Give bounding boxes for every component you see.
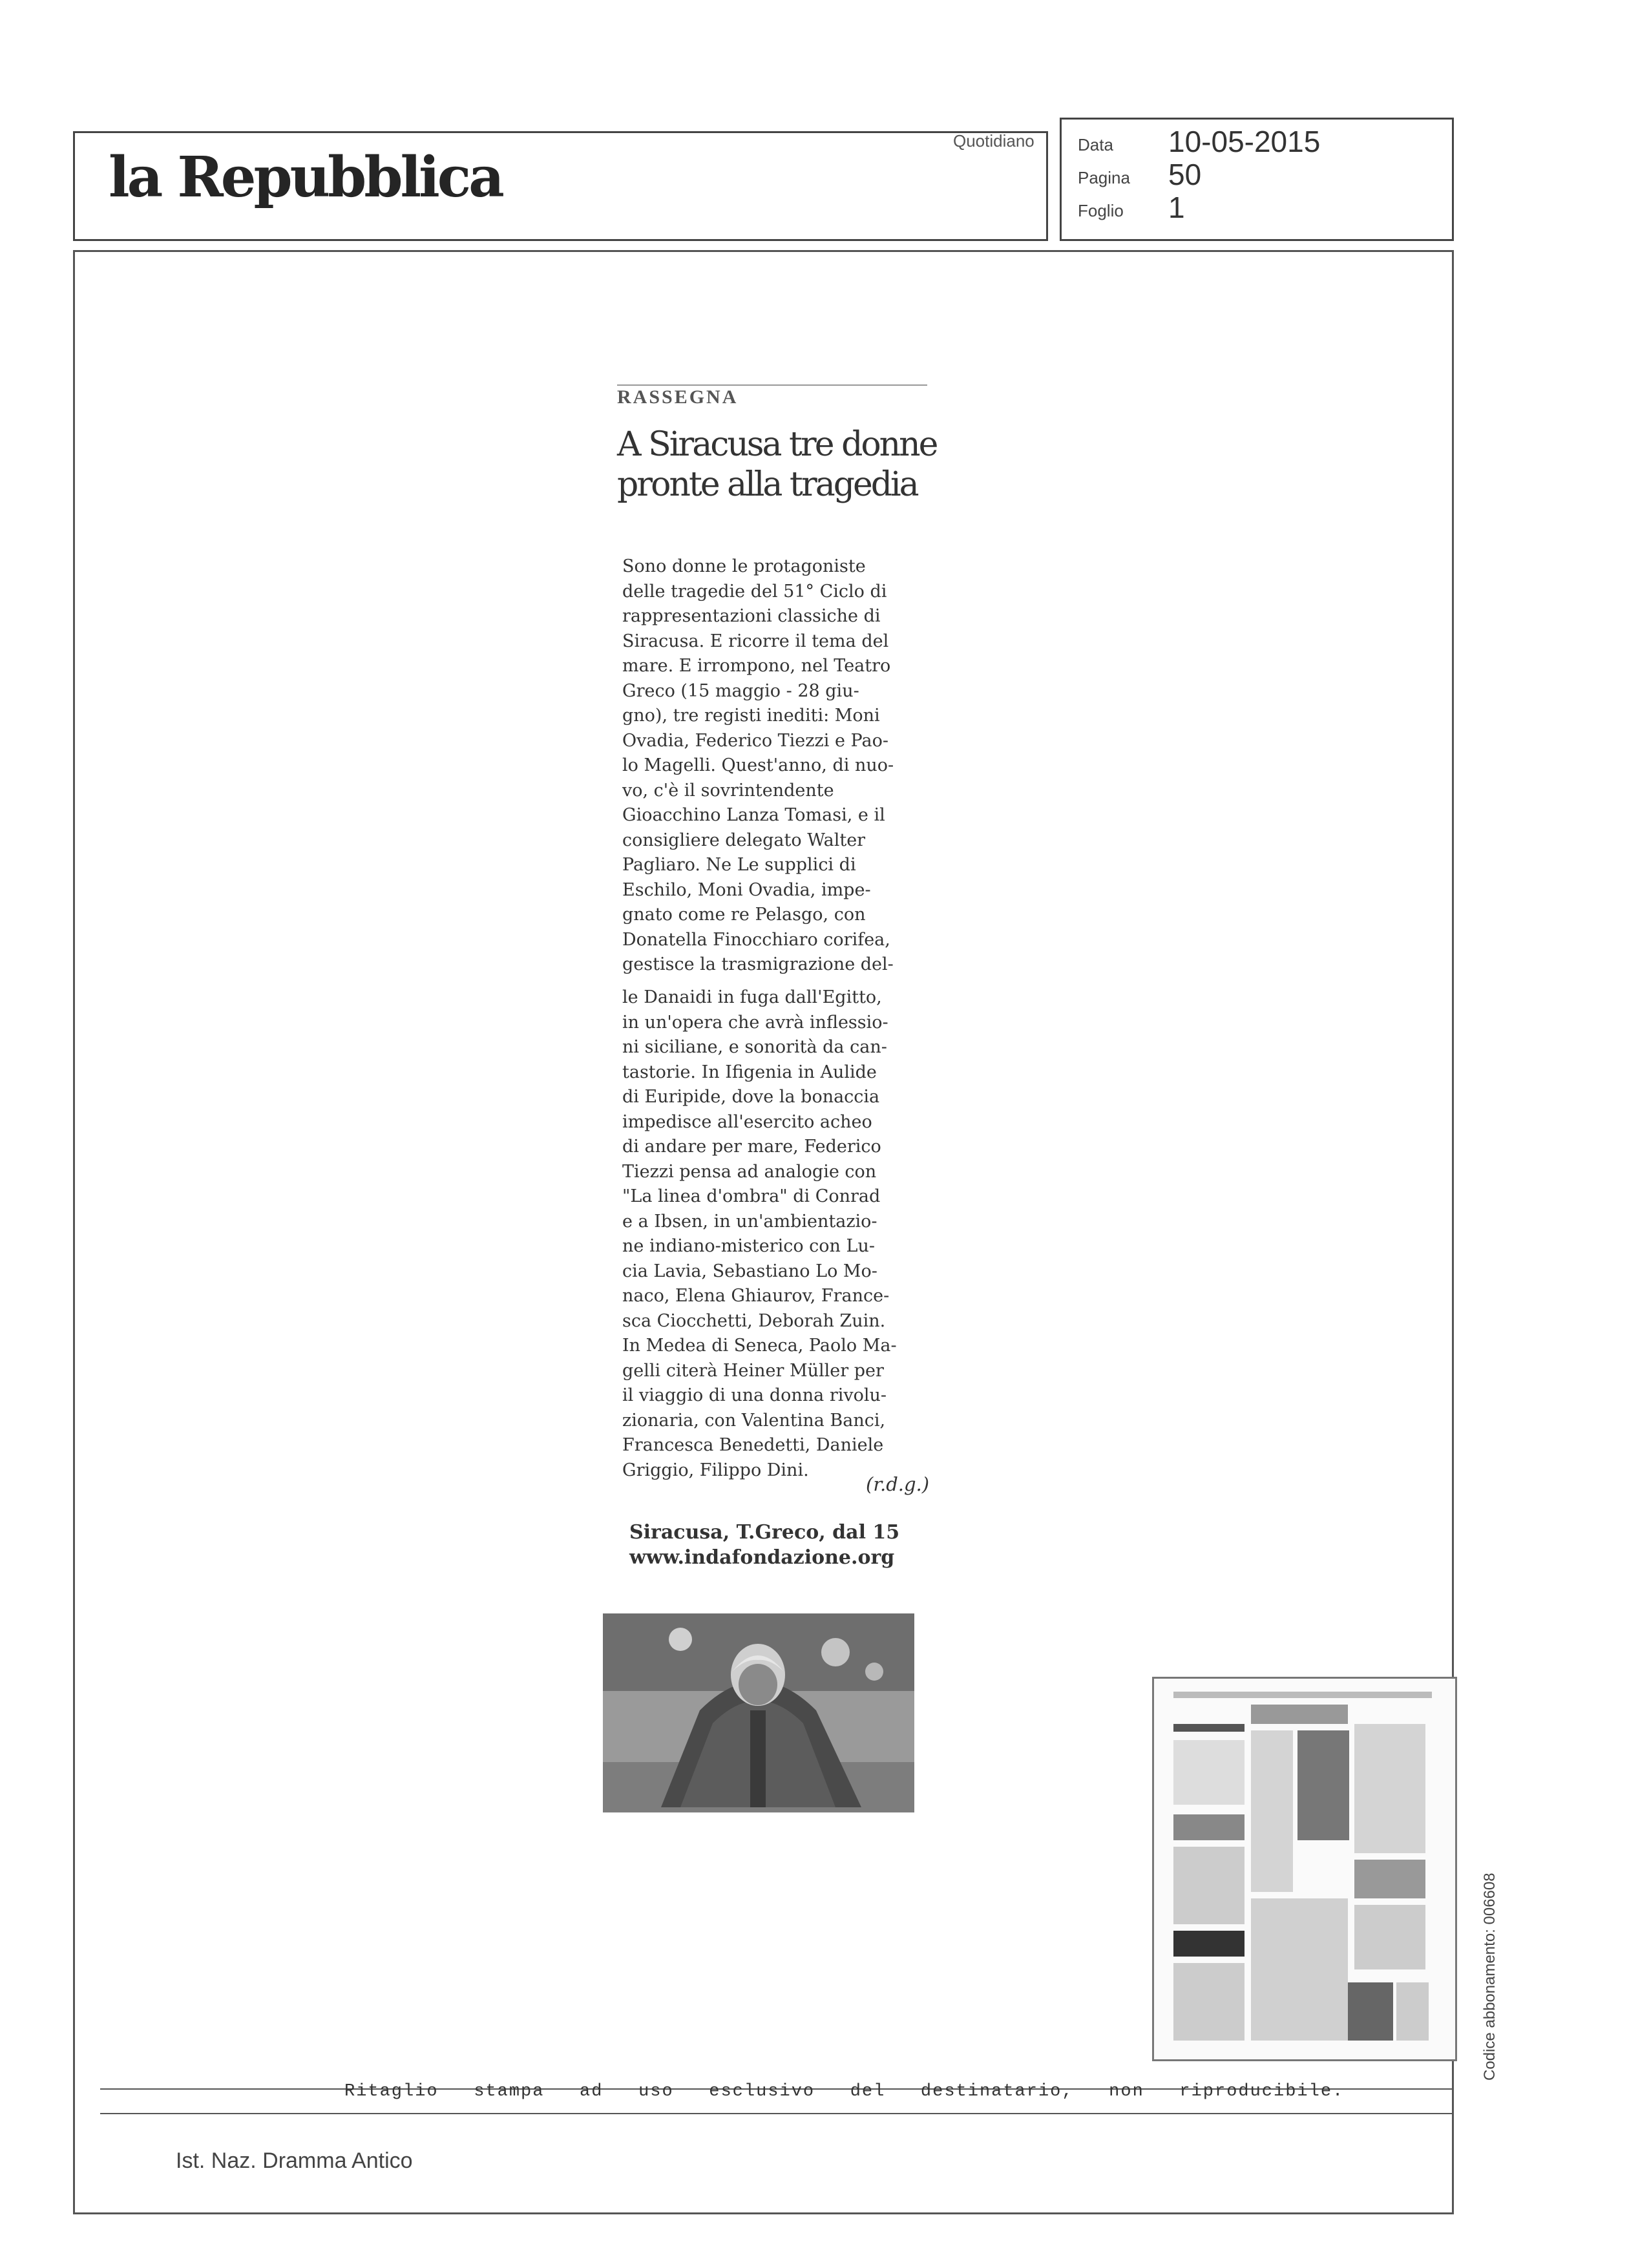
section-rule [617,384,927,386]
event-info-venue: Siracusa, T.Greco, dal 15 [629,1521,900,1544]
meta-label-data: Data [1078,135,1113,154]
article-body-part-1: Sono donne le protagoniste delle tragedie del 51° Ciclo di rappresentazioni classiche di Siracusa. E ricorre il tema del mare. E irrompono, nel Teatro Greco (15 maggio - 28 giu- gno), tre registi inediti: Moni Ovadia, Federico Tiezzi e Pao- lo Magelli. Quest'anno, di nuo- vo, c'è il sovrintendente Gioacchino Lanza Tomasi, e il consigliere delegato Walter Pagliaro. Ne Le supplici di Eschilo, Moni Ovadia, impe- gnato come re Pelasgo, con Donatella Finocchiaro corifea, gestisce la trasmigrazione del- [622,556,894,974]
section-label: RASSEGNA [617,386,739,408]
subscription-code-container [1481,1745,1520,2081]
performer-photo-graphic [603,1613,914,1812]
footer-bottom-rule [100,2113,1454,2114]
full-page-thumbnail [1152,1677,1457,2061]
page-thumbnail-graphic [1154,1679,1455,2059]
event-info-website: www.indafondazione.org [629,1546,895,1569]
meta-value-sheet: 1 [1168,191,1185,224]
headline-line-1: A Siracusa tre donne [617,425,937,464]
source-institution: Ist. Naz. Dramma Antico [176,2148,413,2173]
meta-label-foglio: Foglio [1078,201,1124,220]
subscription-code: Codice abbonamento: 006608 [1481,1873,1498,2081]
newspaper-logo: la Repubblica [109,145,502,210]
headline-line-2: pronte alla tragedia [617,465,918,505]
article-body-part-2: le Danaidi in fuga dall'Egitto, in un'opera che avrà inflessio- ni siciliane, e sonorità da can- tastorie. In Ifigenia in Aulide di Euripide, dove la bonaccia impedisce all'esercito acheo di andare per mare, Federico Tiezzi pensa ad analogie con "La linea d'ombra" di Conrad e a Ibsen, in un'ambientazio- ne indiano-misterico con Lu- cia Lavia, Sebastiano Lo Mo- naco, Elena Ghiaurov, France- sca Ciocchetti, Deborah Zuin. In Medea di Seneca, Paolo Ma- gelli citerà Heiner Müller per il viaggio di una donna rivolu- zionaria, con Valentina Banci, Francesca Benedetti, Daniele Griggio, Filippo Dini. [622,987,897,1480]
publication-type: Quotidiano [953,131,1035,151]
meta-label-pagina: Pagina [1078,168,1130,187]
meta-value-page: 50 [1168,158,1202,191]
article-byline: (r.d.g.) [866,1473,930,1495]
meta-value-date: 10-05-2015 [1168,125,1321,158]
clipping-notice: Ritaglio stampa ad uso esclusivo del destinatario, non riproducibile. [344,2082,1345,2101]
article-headline [617,425,940,505]
article-photo [603,1613,914,1812]
